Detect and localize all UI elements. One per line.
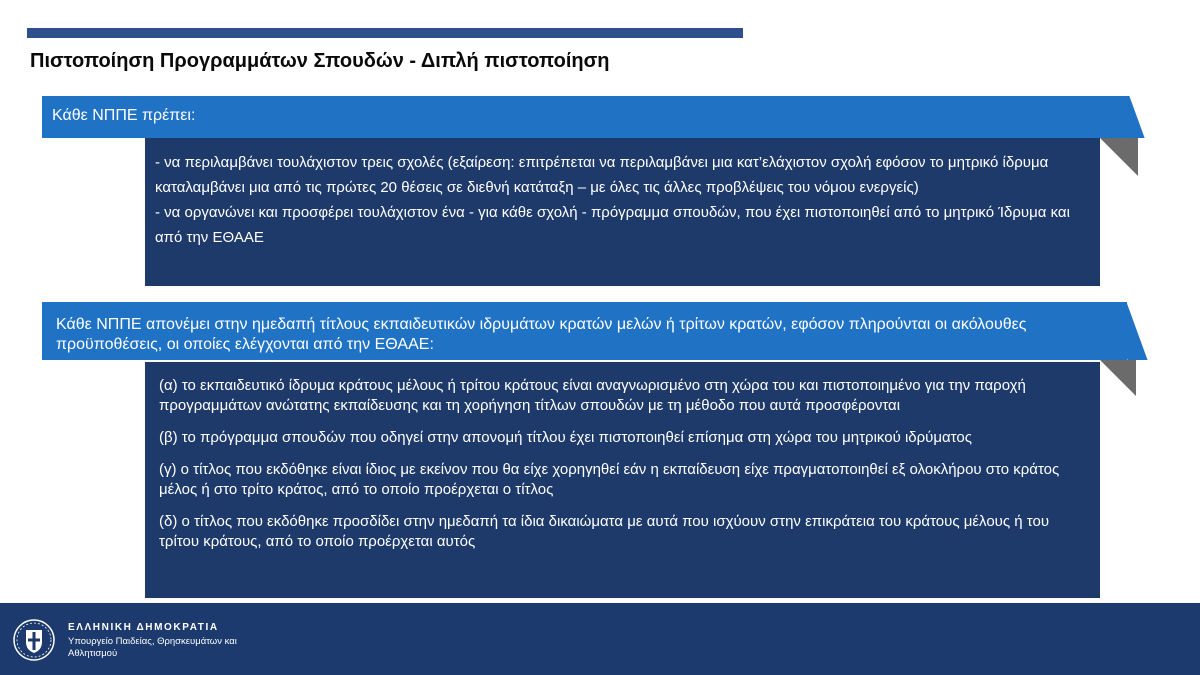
section1-panel bbox=[145, 138, 1100, 286]
section2-item: (δ) ο τίτλος που εκδόθηκε προσδίδει στην ημεδαπή τα ίδια δικαιώματα με αυτά που ισχύουν στην επικράτεια του κράτους μέλους ή του τρίτου κράτους, από το οποίο προέρχεται αυτός bbox=[159, 513, 1050, 550]
section2-banner bbox=[42, 302, 1127, 360]
section2-item: (β) το πρόγραμμα σπουδών που οδηγεί στην απονομή τίτλου έχει πιστοποιηθεί επίσημα στη χώρα του μητρικού ιδρύματος bbox=[159, 429, 972, 446]
section1-banner bbox=[42, 96, 1127, 138]
top-accent-bar bbox=[27, 28, 743, 38]
section1-item: - να οργανώνει και προσφέρει τουλάχιστον ένα - για κάθε σχολή - πρόγραμμα σπουδών, που έχει πιστοποιηθεί από το μητρικό Ίδρυμα και από την ΕΘΑΑΕ bbox=[155, 204, 1070, 246]
footer-org-name: ΕΛΛΗΝΙΚΗ ΔΗΜΟΚΡΑΤΙΑ bbox=[68, 622, 219, 633]
section1-banner-text: Κάθε ΝΠΠΕ πρέπει: bbox=[52, 107, 196, 124]
footer-ministry-name: Υπουργείο Παιδείας, Θρησκευμάτων και Αθλητισμού bbox=[68, 636, 237, 659]
banner-fold-shadow bbox=[1100, 138, 1138, 176]
section2-banner-text: Κάθε ΝΠΠΕ απονέμει στην ημεδαπή τίτλους εκπαιδευτικών ιδρυμάτων κρατών μελών ή τρίτων κρατών, εφόσον πληρούνται οι ακόλουθες προϋποθέσεις, οι οποίες ελέγχονται από την ΕΘΑΑΕ: bbox=[56, 316, 1027, 353]
slide-title: Πιστοποίηση Προγραμμάτων Σπουδών - Διπλή πιστοποίηση bbox=[30, 50, 610, 72]
footer bbox=[0, 603, 1200, 675]
section1-item: - να περιλαμβάνει τουλάχιστον τρεις σχολές (εξαίρεση: επιτρέπεται να περιλαμβάνει μια κατ’ελάχιστον σχολή εφόσον το μητρικό ίδρυμα καταλαμβάνει μια από τις πρώτες 20 θέσεις σε διεθνή κατάταξη – με όλες τις άλλες προβλέψεις του νόμου ενεργείς) bbox=[155, 154, 1049, 196]
greek-coat-of-arms-icon bbox=[12, 618, 56, 662]
section2-item: (γ) ο τίτλος που εκδόθηκε είναι ίδιος με εκείνον που θα είχε χορηγηθεί εάν η εκπαίδευση είχε πραγματοποιηθεί εξ ολοκλήρου στο κράτος μέλος ή στο τρίτο κράτος, από το οποίο προέρχεται ο τίτλος bbox=[159, 461, 1060, 498]
banner-fold-shadow bbox=[1100, 360, 1136, 396]
section2-item: (α) το εκπαιδευτικό ίδρυμα κράτους μέλους ή τρίτου κράτους είναι αναγνωρισμένο στη χώρα του και πιστοποιημένο για την παροχή προγραμμάτων ανώτατης εκπαίδευσης και τη χορήγηση τίτλων σπουδών με τη μέθοδο που αυτά προσφέρονται bbox=[159, 377, 1026, 414]
section2-panel bbox=[145, 362, 1100, 598]
